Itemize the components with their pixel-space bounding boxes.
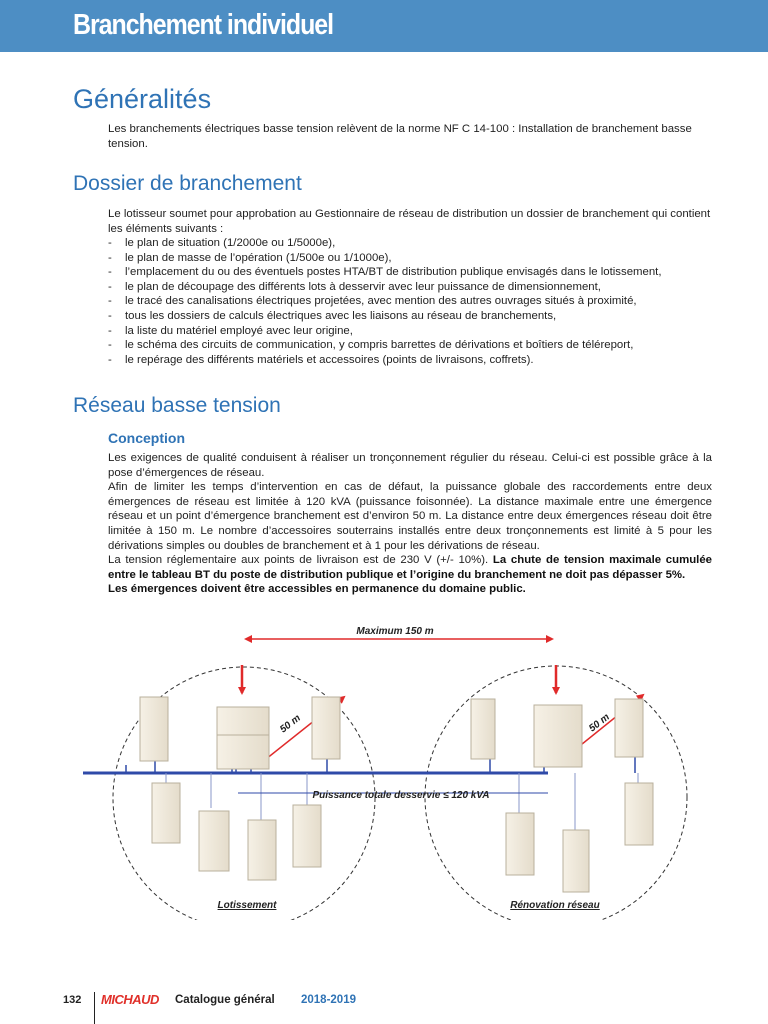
conception-p4-bold: Les émergences doivent être accessibles en permanence du domaine public.: [108, 583, 526, 596]
section-title-dossier: Dossier de branchement: [73, 172, 302, 195]
catalog-year: 2018-2019: [301, 994, 356, 1006]
page-header: [0, 0, 768, 52]
list-item: - le repérage des différents matériels et accessoires (points de livraisons, coffrets).: [108, 353, 718, 368]
dist-label-right: 50 m: [587, 711, 612, 735]
dossier-list: [108, 236, 718, 367]
network-cabinet-left: [217, 707, 269, 769]
list-item: - le plan de situation (1/2000e ou 1/5000e),: [108, 236, 718, 251]
dossier-intro: Le lotisseur soumet pour approbation au Gestionnaire de réseau de distribution un dossier de branchement qui contient les éléments suivants :: [108, 208, 711, 235]
subsection-title-conception: Conception: [108, 430, 185, 446]
conception-p3-bold: La chute de tension maximale cumulée entre le tableau BT du poste de distribution publique et l’origine du branchement ne doit pas dépasser 5%.: [108, 554, 712, 581]
footer-divider: [94, 992, 95, 1024]
page-number: 132: [63, 994, 82, 1006]
list-item: - la liste du matériel employé avec leur origine,: [108, 324, 718, 339]
conception-text: [108, 451, 712, 597]
generalites-text: Les branchements électriques basse tension relèvent de la norme NF C 14-100 : Installation de branchement basse tension.: [108, 123, 692, 150]
list-item: - le schéma des circuits de communication, y compris barrettes de dérivations et boîtiers de téléreport,: [108, 338, 718, 353]
brand-logo: MICHAUD: [101, 992, 159, 1007]
section-title-generalites: Généralités: [73, 84, 212, 114]
caption-lotissement: Lotissement: [217, 900, 277, 911]
list-item: - le plan de découpage des différents lots à desservir avec leur puissance de dimensionnement,: [108, 280, 718, 295]
list-item: - tous les dossiers de calculs électriques avec les liaisons au réseau de branchements,: [108, 309, 718, 324]
conception-p2: Afin de limiter les temps d’intervention en cas de défaut, la puissance globale des raccordements entre deux émergences de réseau est limitée à 120 kVA (puissance foisonnée). La distance maximale entre une émergence réseau et un point d’émergence branchement est d’environ 50 m. La distance entre deux émergences réseau doit être limitée à 150 m. Le nombre d’accessoires souterrains installés entre deux tronçonnements est limité à 5 pour les dérivations simples ou doubles de branchement et à 1 pour les dérivations de réseau.: [108, 481, 712, 552]
max-distance-label: Maximum 150 m: [356, 626, 434, 637]
section-title-reseau: Réseau basse tension: [73, 394, 281, 417]
dist-label-left: 50 m: [278, 712, 303, 736]
conception-p3: La tension réglementaire aux points de livraison est de 230 V (+/- 10%).: [108, 554, 489, 567]
conception-p1: Les exigences de qualité conduisent à réaliser un tronçonnement régulier du réseau. Celui-ci est possible grâce à la pose d’émergences de réseau.: [108, 452, 712, 479]
catalog-title: Catalogue général: [175, 994, 275, 1006]
network-cabinet-right: [534, 705, 582, 767]
page-title: Branchement individuel: [73, 9, 334, 41]
caption-renovation: Rénovation réseau: [510, 900, 600, 911]
network-diagram: [0, 615, 768, 920]
list-item: - le plan de masse de l’opération (1/500e ou 1/1000e),: [108, 251, 718, 266]
power-label: Puissance totale desservie ≤ 120 kVA: [312, 790, 490, 801]
list-item: - le tracé des canalisations électriques projetées, avec mention des autres ouvrages situés à proximité,: [108, 294, 718, 309]
list-item: - l’emplacement du ou des éventuels postes HTA/BT de distribution publique envisagés dans le lotissement,: [108, 265, 718, 280]
